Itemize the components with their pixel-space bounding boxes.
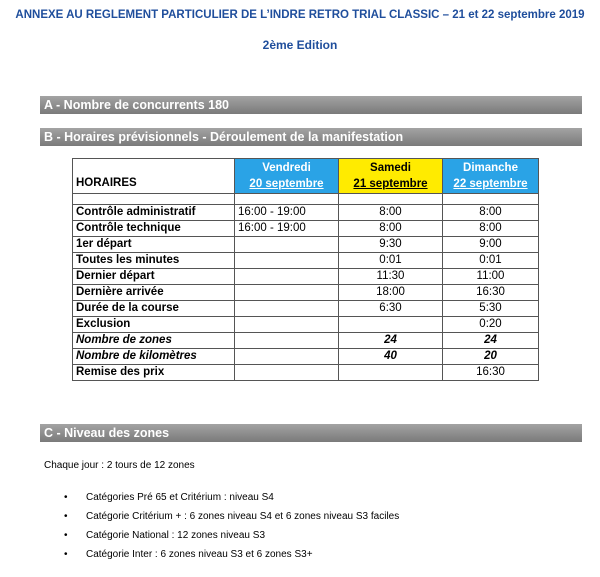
sunday-value: 9:00 xyxy=(443,237,539,253)
day-name: Samedi xyxy=(370,162,411,174)
saturday-value: 8:00 xyxy=(339,205,443,221)
table-row xyxy=(73,333,539,349)
saturday-value xyxy=(339,317,443,333)
row-label: Exclusion xyxy=(73,317,235,333)
friday-value: 16:00 - 19:00 xyxy=(235,205,339,221)
day-header-sunday xyxy=(443,159,539,194)
friday-value xyxy=(235,317,339,333)
table-row xyxy=(73,237,539,253)
saturday-value: 24 xyxy=(339,333,443,349)
category-list xyxy=(64,488,399,564)
saturday-value: 40 xyxy=(339,349,443,365)
friday-value xyxy=(235,333,339,349)
empty-cell xyxy=(235,194,339,205)
list-item xyxy=(64,545,399,564)
bullet-icon: • xyxy=(64,549,68,560)
friday-value xyxy=(235,365,339,381)
row-label: Contrôle administratif xyxy=(73,205,235,221)
row-label: Dernier départ xyxy=(73,269,235,285)
row-label: 1er départ xyxy=(73,237,235,253)
row-label: Nombre de kilomètres xyxy=(73,349,235,365)
friday-value xyxy=(235,301,339,317)
table-row xyxy=(73,349,539,365)
day-name: Vendredi xyxy=(262,162,311,174)
empty-cell xyxy=(443,194,539,205)
bullet-icon: • xyxy=(64,530,68,541)
document-title: ANNEXE AU REGLEMENT PARTICULIER DE L’INDRE RETRO TRIAL CLASSIC – 21 et 22 septembre 2019 xyxy=(15,9,585,21)
section-a-heading: A - Nombre de concurrents 180 xyxy=(40,96,582,114)
list-item-text: Catégorie National : 12 zones niveau S3 xyxy=(86,530,266,541)
sunday-value: 24 xyxy=(443,333,539,349)
table-row xyxy=(73,301,539,317)
corner-label: HORAIRES xyxy=(73,159,235,194)
list-item-text: Catégorie Critérium + : 6 zones niveau S4 et 6 zones niveau S3 faciles xyxy=(86,511,400,522)
day-date: 22 septembre xyxy=(453,178,528,190)
bullet-icon: • xyxy=(64,492,68,503)
row-label: Contrôle technique xyxy=(73,221,235,237)
sunday-value: 16:30 xyxy=(443,365,539,381)
saturday-value: 6:30 xyxy=(339,301,443,317)
saturday-value: 18:00 xyxy=(339,285,443,301)
sunday-value: 0:20 xyxy=(443,317,539,333)
sunday-value: 0:01 xyxy=(443,253,539,269)
list-item-text: Catégorie Inter : 6 zones niveau S3 et 6 zones S3+ xyxy=(86,549,313,560)
row-label: Toutes les minutes xyxy=(73,253,235,269)
table-spacer-row xyxy=(73,194,539,205)
friday-value xyxy=(235,269,339,285)
row-label: Remise des prix xyxy=(73,365,235,381)
day-header-saturday xyxy=(339,159,443,194)
day-header-friday xyxy=(235,159,339,194)
sunday-value: 5:30 xyxy=(443,301,539,317)
sunday-value: 16:30 xyxy=(443,285,539,301)
friday-value: 16:00 - 19:00 xyxy=(235,221,339,237)
list-item xyxy=(64,488,399,507)
table-row xyxy=(73,269,539,285)
saturday-value: 9:30 xyxy=(339,237,443,253)
table-row xyxy=(73,253,539,269)
list-item xyxy=(64,526,399,545)
saturday-value xyxy=(339,365,443,381)
day-date: 21 septembre xyxy=(353,178,428,190)
saturday-value: 0:01 xyxy=(339,253,443,269)
day-date: 20 septembre xyxy=(249,178,324,190)
table-row xyxy=(73,285,539,301)
friday-value xyxy=(235,253,339,269)
section-b-heading: B - Horaires prévisionnels - Déroulement de la manifestation xyxy=(40,128,582,146)
edition-label: 2ème Edition xyxy=(262,38,338,52)
empty-cell xyxy=(339,194,443,205)
sunday-value: 8:00 xyxy=(443,221,539,237)
sunday-value: 8:00 xyxy=(443,205,539,221)
table-row xyxy=(73,365,539,381)
saturday-value: 8:00 xyxy=(339,221,443,237)
list-item-text: Catégories Pré 65 et Critérium : niveau S4 xyxy=(86,492,274,503)
list-item xyxy=(64,507,399,526)
friday-value xyxy=(235,285,339,301)
sunday-value: 11:00 xyxy=(443,269,539,285)
table-header-row xyxy=(73,159,539,194)
schedule-table xyxy=(72,158,539,381)
zones-intro: Chaque jour : 2 tours de 12 zones xyxy=(44,460,195,471)
empty-cell xyxy=(73,194,235,205)
row-label: Durée de la course xyxy=(73,301,235,317)
friday-value xyxy=(235,237,339,253)
day-name: Dimanche xyxy=(463,162,518,174)
table-row xyxy=(73,317,539,333)
row-label: Nombre de zones xyxy=(73,333,235,349)
row-label: Dernière arrivée xyxy=(73,285,235,301)
section-c-heading: C - Niveau des zones xyxy=(40,424,582,442)
bullet-icon: • xyxy=(64,511,68,522)
saturday-value: 11:30 xyxy=(339,269,443,285)
table-row xyxy=(73,205,539,221)
table-row xyxy=(73,221,539,237)
friday-value xyxy=(235,349,339,365)
sunday-value: 20 xyxy=(443,349,539,365)
